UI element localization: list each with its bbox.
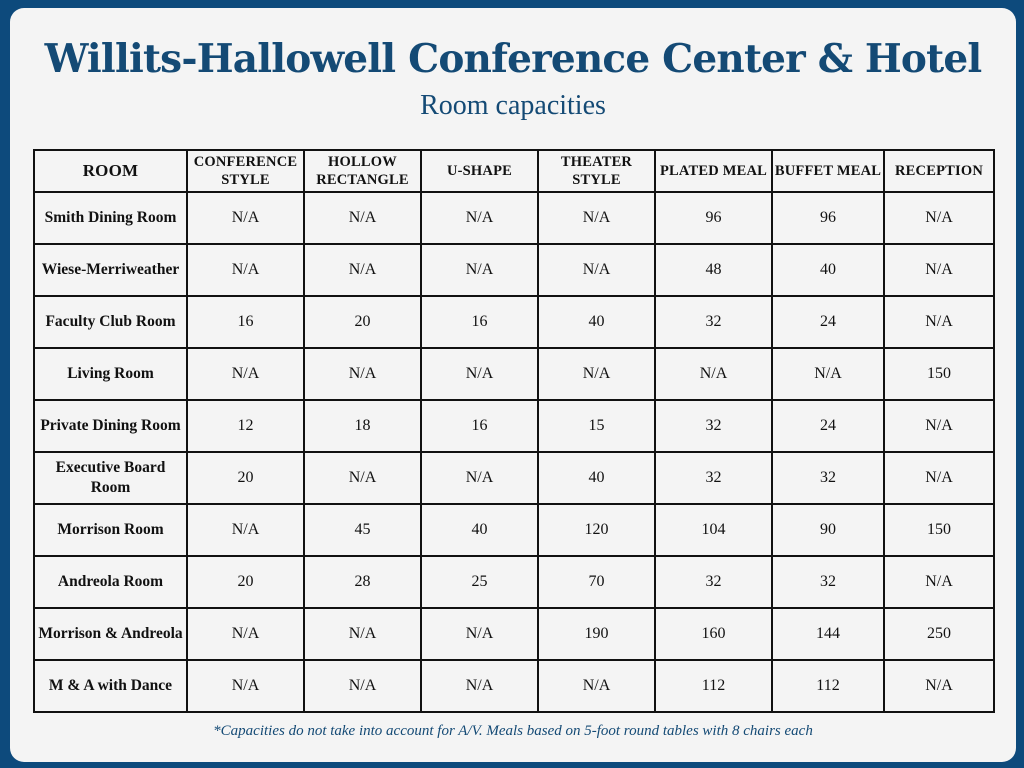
column-header-plated-meal: PLATED MEAL [655,150,772,192]
cell-reception: N/A [884,296,994,348]
cell-hollow-rectangle: N/A [304,608,421,660]
cell-conference-style: N/A [187,244,304,296]
capacity-table [33,149,995,713]
cell-theater-style: 120 [538,504,655,556]
table-row [34,244,994,296]
cell-plated-meal: 32 [655,400,772,452]
cell-room-name: Andreola Room [34,556,187,608]
cell-conference-style: N/A [187,348,304,400]
cell-reception: N/A [884,556,994,608]
cell-reception: N/A [884,452,994,504]
cell-theater-style: 40 [538,452,655,504]
table-row [34,608,994,660]
cell-plated-meal: N/A [655,348,772,400]
cell-hollow-rectangle: 28 [304,556,421,608]
cell-room-name: Executive Board Room [34,452,187,504]
cell-room-name: Smith Dining Room [34,192,187,244]
cell-u-shape: N/A [421,660,538,712]
column-header-reception: RECEPTION [884,150,994,192]
cell-u-shape: 40 [421,504,538,556]
cell-conference-style: 16 [187,296,304,348]
cell-buffet-meal: 24 [772,400,884,452]
cell-hollow-rectangle: N/A [304,660,421,712]
cell-plated-meal: 48 [655,244,772,296]
cell-conference-style: N/A [187,192,304,244]
cell-theater-style: 40 [538,296,655,348]
cell-u-shape: 16 [421,296,538,348]
cell-hollow-rectangle: N/A [304,452,421,504]
cell-plated-meal: 96 [655,192,772,244]
cell-room-name: Morrison & Andreola [34,608,187,660]
cell-plated-meal: 104 [655,504,772,556]
cell-theater-style: 190 [538,608,655,660]
cell-plated-meal: 32 [655,556,772,608]
cell-room-name: Living Room [34,348,187,400]
cell-hollow-rectangle: N/A [304,244,421,296]
cell-u-shape: N/A [421,348,538,400]
cell-u-shape: N/A [421,608,538,660]
cell-room-name: Private Dining Room [34,400,187,452]
cell-theater-style: 15 [538,400,655,452]
cell-plated-meal: 160 [655,608,772,660]
cell-buffet-meal: 112 [772,660,884,712]
cell-theater-style: 70 [538,556,655,608]
cell-hollow-rectangle: N/A [304,348,421,400]
column-header-conference-style: CONFERENCE STYLE [187,150,304,192]
cell-buffet-meal: 32 [772,556,884,608]
cell-reception: N/A [884,244,994,296]
table-row [34,660,994,712]
cell-reception: N/A [884,192,994,244]
cell-room-name: Faculty Club Room [34,296,187,348]
cell-hollow-rectangle: N/A [304,192,421,244]
cell-plated-meal: 32 [655,452,772,504]
cell-room-name: Wiese-Merriweather [34,244,187,296]
cell-conference-style: 20 [187,452,304,504]
table-row [34,296,994,348]
table-row [34,556,994,608]
cell-buffet-meal: 144 [772,608,884,660]
cell-hollow-rectangle: 45 [304,504,421,556]
cell-conference-style: N/A [187,608,304,660]
cell-plated-meal: 112 [655,660,772,712]
table-row [34,348,994,400]
cell-buffet-meal: N/A [772,348,884,400]
page-subtitle: Room capacities [420,90,606,121]
cell-hollow-rectangle: 18 [304,400,421,452]
cell-room-name: Morrison Room [34,504,187,556]
page-title: Willits-Hallowell Conference Center & Hotel [44,36,982,82]
cell-reception: 250 [884,608,994,660]
cell-buffet-meal: 40 [772,244,884,296]
cell-u-shape: N/A [421,192,538,244]
column-header-theater-style: THEATER STYLE [538,150,655,192]
cell-theater-style: N/A [538,244,655,296]
table-row [34,400,994,452]
cell-hollow-rectangle: 20 [304,296,421,348]
cell-u-shape: N/A [421,244,538,296]
cell-u-shape: 25 [421,556,538,608]
cell-u-shape: N/A [421,452,538,504]
cell-conference-style: N/A [187,504,304,556]
column-header-room: ROOM [34,150,187,192]
capacity-card [10,8,1016,762]
table-row [34,504,994,556]
cell-room-name: M & A with Dance [34,660,187,712]
table-row [34,452,994,504]
cell-theater-style: N/A [538,348,655,400]
footnote: *Capacities do not take into account for A/V. Meals based on 5-foot round tables with 8 chairs each [213,723,813,739]
cell-reception: 150 [884,504,994,556]
cell-conference-style: N/A [187,660,304,712]
cell-buffet-meal: 32 [772,452,884,504]
cell-theater-style: N/A [538,660,655,712]
cell-reception: N/A [884,400,994,452]
cell-reception: 150 [884,348,994,400]
cell-buffet-meal: 24 [772,296,884,348]
cell-theater-style: N/A [538,192,655,244]
cell-buffet-meal: 90 [772,504,884,556]
column-header-u-shape: U-SHAPE [421,150,538,192]
cell-conference-style: 20 [187,556,304,608]
column-header-hollow-rectangle: HOLLOW RECTANGLE [304,150,421,192]
column-header-buffet-meal: BUFFET MEAL [772,150,884,192]
cell-reception: N/A [884,660,994,712]
cell-plated-meal: 32 [655,296,772,348]
cell-buffet-meal: 96 [772,192,884,244]
table-row [34,192,994,244]
cell-conference-style: 12 [187,400,304,452]
table-header-row [34,150,994,192]
cell-u-shape: 16 [421,400,538,452]
